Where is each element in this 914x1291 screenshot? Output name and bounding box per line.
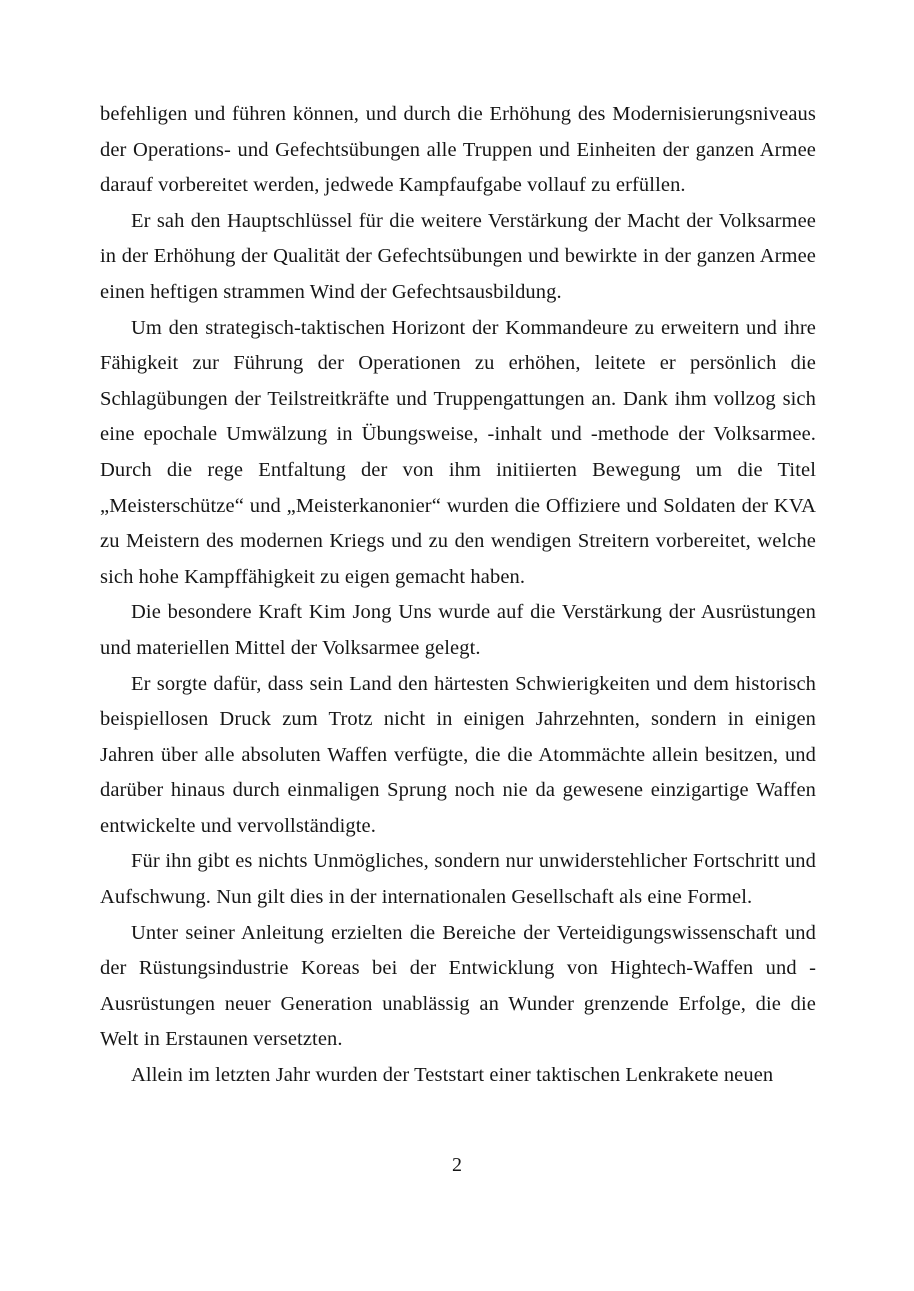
paragraph-4: Die besondere Kraft Kim Jong Uns wurde auf die Verstärkung der Ausrüstungen und materiellen Mittel der Volksarmee gelegt. xyxy=(100,601,816,659)
paragraph-3: Um den strategisch-taktischen Horizont der Kommandeure zu erweitern und ihre Fähigkeit zur Führung der Operationen zu erhöhen, leitete er persönlich die Schlagübungen der Teilstreitkräfte und Truppengattungen an. Dank ihm vollzog sich eine epochale Umwälzung in Übungsweise, -inhalt und -methode der Volksarmee. Durch die rege Entfaltung der von ihm initiierten Bewegung um die Titel „Meisterschütze“ und „Meisterkanonier“ wurden die Offiziere und Soldaten der KVA zu Meistern des modernen Kriegs und zu den wendigen Streitern vorbereitet, welche sich hohe Kampffähigkeit zu eigen gemacht haben. xyxy=(100,316,816,588)
paragraph-8: Allein im letzten Jahr wurden der Teststart einer taktischen Lenkrakete neuen xyxy=(131,1064,774,1087)
paragraph-7: Unter seiner Anleitung erzielten die Bereiche der Verteidigungswissenschaft und der Rüstungsindustrie Koreas bei der Entwicklung von Hightech-Waffen und -Ausrüstungen neuer Generation unablässig an Wunder grenzende Erfolge, die die Welt in Erstaunen versetzten. xyxy=(100,921,816,1051)
paragraph-2: Er sah den Hauptschlüssel für die weitere Verstärkung der Macht der Volksarmee in der Erhöhung der Qualität der Gefechtsübungen und bewirkte in der ganzen Armee einen heftigen strammen Wind der Gefechtsausbildung. xyxy=(100,209,816,303)
body-text xyxy=(100,97,816,1094)
paragraph-6: Für ihn gibt es nichts Unmögliches, sondern nur unwiderstehlicher Fortschritt und Aufschwung. Nun gilt dies in der internationalen Gesellschaft als eine Formel. xyxy=(100,850,816,909)
page-number: 2 xyxy=(452,1154,462,1176)
paragraph-1: befehligen und führen können, und durch die Erhöhung des Modernisierungsniveaus der Operations- und Gefechtsübungen alle Truppen und Einheiten der ganzen Armee darauf vorbereitet werden, jedwede Kampfaufgabe vollauf zu erfüllen. xyxy=(100,103,816,197)
paragraph-5: Er sorgte dafür, dass sein Land den härtesten Schwierigkeiten und dem historisch beispiellosen Druck zum Trotz nicht in einigen Jahrzehnten, sondern in einigen Jahren über alle absoluten Waffen verfügte, die die Atommächte allein besitzen, und darüber hinaus durch einmaligen Sprung noch nie da gewesene einzigartige Waffen entwickelte und vervollständigte. xyxy=(100,672,816,837)
